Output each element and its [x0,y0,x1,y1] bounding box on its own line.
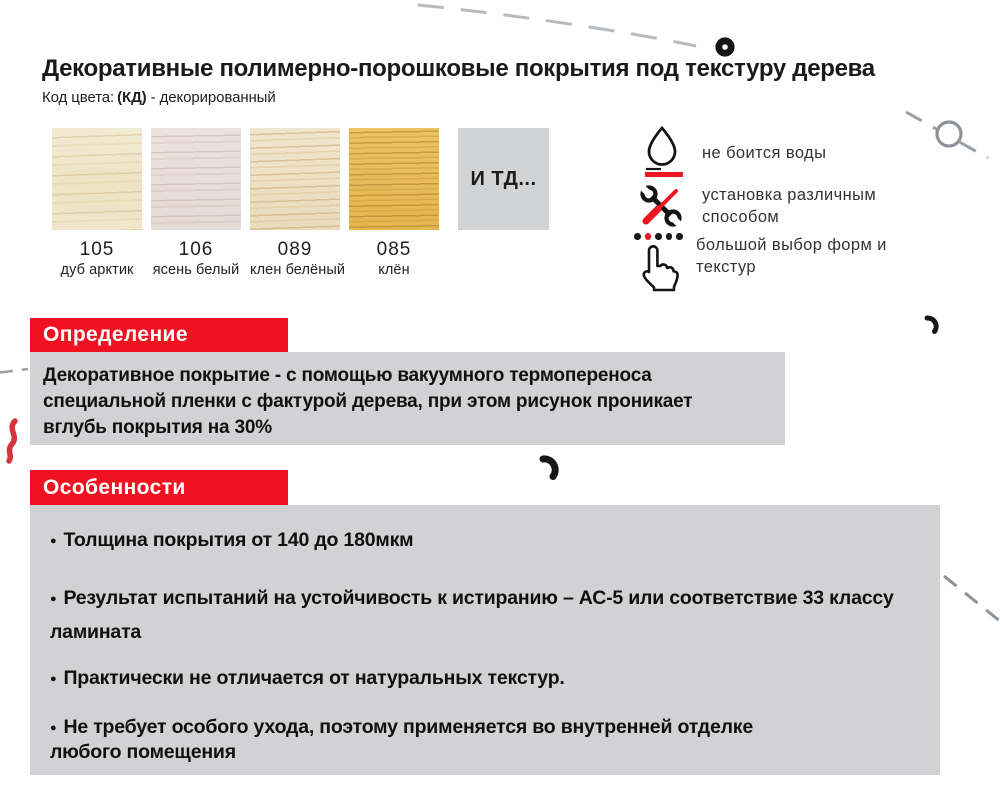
feature-bullet: ● Результат испытаний на устойчивость к истиранию – АС-5 или соответствие 33 классу ламината [50,582,916,649]
feature-label: большой выбор форм и текстур [696,236,887,276]
tools-icon [638,183,690,232]
feature-bullet: ● Не требует особого ухода, поэтому применяется во внутренней отделке любого помещения [50,715,795,766]
swatch-name: ясень белый [152,262,240,278]
dots-row [634,233,684,240]
swatch-cell-105 [52,128,142,278]
wood-swatch-089 [250,128,340,230]
characteristics-heading: Особенности [30,470,288,505]
etc-box: И ТД... [458,128,549,230]
dot-red [645,233,652,240]
swatch-code: 085 [376,239,412,260]
dot [676,233,683,240]
swatch-code: 106 [178,239,214,260]
donut-dot [719,41,731,53]
swatch-code: 089 [277,239,313,260]
swatch-cell-106 [151,128,241,278]
dot [634,233,641,240]
definition-text: Декоративное покрытие - с помощью вакуумного термопереноса специальной пленки с фактурой дерева, при этом рисунок проникает вглубь покрытия на 30% [43,365,693,438]
feature-install [638,183,937,232]
wood-swatch-105 [52,128,142,230]
color-code-line [42,89,942,106]
dot [655,233,662,240]
feature-water [638,124,937,183]
swatch-cell-085 [349,128,439,278]
swatch-name: дуб арктик [60,262,134,278]
red-squiggle [9,421,15,461]
definition-heading: Определение [30,318,288,352]
color-code-label: Код цвета: [42,89,115,106]
dot [666,233,673,240]
water-drop-icon [638,124,690,183]
color-code-desc: - декорированный [150,89,276,106]
wood-swatch-085 [349,128,439,230]
hand-pointer-icon [632,233,684,297]
header [42,55,942,106]
wood-swatch-106 [151,128,241,230]
swatch-name: клён [378,262,410,278]
page-title: Декоративные полимерно-порошковые покрытия под текстуру дерева [42,55,875,82]
color-code-value: (КД) [117,89,147,106]
definition-panel [30,352,785,445]
comma-shape-large [543,459,555,477]
swatch-row [52,128,549,278]
characteristics-panel [30,505,940,775]
comma-shape-small [927,318,936,332]
swatch-cell-089 [250,128,346,278]
feature-choice [632,233,931,297]
feature-bullet: ● Практически не отличается от натуральных текстур. [50,666,916,691]
dashed-line-left [0,369,28,373]
feature-label: не боится воды [702,143,827,162]
dashed-curve-top [418,5,696,46]
feature-bullet: ● Толщина покрытия от 140 до 180мкм [50,528,916,553]
swatch-name: клен белёный [250,262,346,278]
circle-node [937,122,961,146]
dashed-line-bottomright [944,576,1000,626]
feature-label: установка различным способом [702,186,877,226]
swatch-code: 105 [79,239,115,260]
